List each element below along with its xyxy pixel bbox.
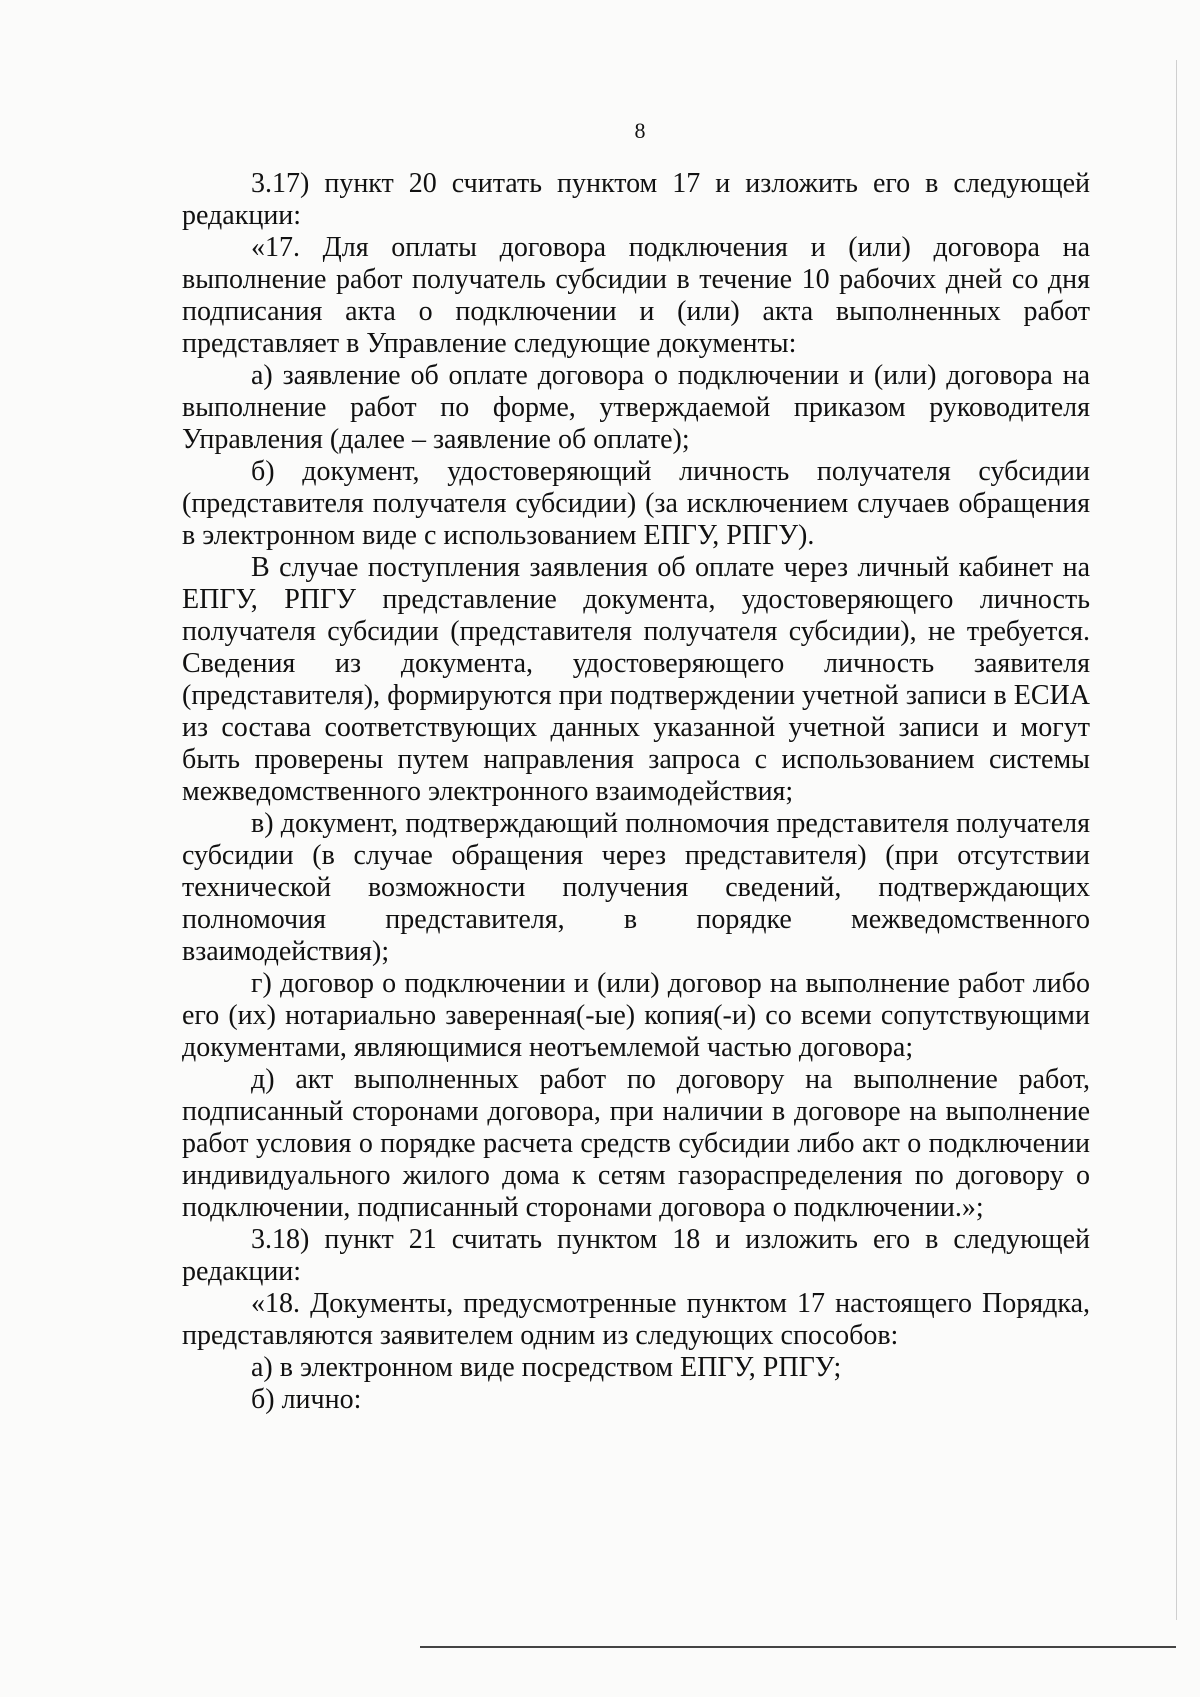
paragraph: В случае поступления заявления об оплате через личный кабинет на ЕПГУ, РПГУ представление документа, удостоверяющего личность получателя субсидии (представителя получателя субсидии), не требуется. Сведения из документа, удостоверяющего личность заявителя (представителя), формируются при подтверждении учетной записи в ЕСИА из состава соответствующих данных указанной учетной записи и могут быть проверены путем направления запроса с использованием системы межведомственного электронного взаимодействия; (182, 552, 1090, 807)
paragraph: 3.18) пункт 21 считать пунктом 18 и изложить его в следующей редакции: (182, 1224, 1090, 1287)
paragraph: в) документ, подтверждающий полномочия представителя получателя субсидии (в случае обращения через представителя) (при отсутствии технической возможности получения сведений, подтверждающих полномочия представителя, в порядке межведомственного взаимодействия); (182, 808, 1090, 967)
scan-edge-bottom (420, 1646, 1176, 1648)
paragraph: «17. Для оплаты договора подключения и (или) договора на выполнение работ получатель субсидии в течение 10 рабочих дней со дня подписания акта о подключении и (или) акта выполненных работ представляет в Управление следующие документы: (182, 232, 1090, 359)
paragraph: а) в электронном виде посредством ЕПГУ, РПГУ; (251, 1352, 842, 1383)
scan-edge-right (1176, 60, 1177, 1620)
paragraph: а) заявление об оплате договора о подключении и (или) договора на выполнение работ по форме, утверждаемой приказом руководителя Управления (далее – заявление об оплате); (182, 360, 1090, 455)
paragraph: 3.17) пункт 20 считать пунктом 17 и изложить его в следующей редакции: (182, 168, 1090, 231)
paragraph: б) документ, удостоверяющий личность получателя субсидии (представителя получателя субсидии) (за исключением случаев обращения в электронном виде с использованием ЕПГУ, РПГУ). (182, 456, 1090, 551)
paragraph: б) лично: (251, 1384, 362, 1415)
page-number: 8 (634, 118, 646, 143)
document-body (182, 168, 1090, 1416)
paragraph: г) договор о подключении и (или) договор на выполнение работ либо его (их) нотариально заверенная(-ые) копия(-и) со всеми сопутствующими документами, являющимися неотъемлемой частью договора; (182, 968, 1090, 1063)
paragraph: д) акт выполненных работ по договору на выполнение работ, подписанный сторонами договора, при наличии в договоре на выполнение работ условия о порядке расчета средств субсидии либо акт о подключении индивидуального жилого дома к сетям газораспределения по договору о подключении, подписанный сторонами договора о подключении.»; (182, 1064, 1090, 1223)
paragraph: «18. Документы, предусмотренные пунктом 17 настоящего Порядка, представляются заявителем одним из следующих способов: (182, 1288, 1090, 1351)
